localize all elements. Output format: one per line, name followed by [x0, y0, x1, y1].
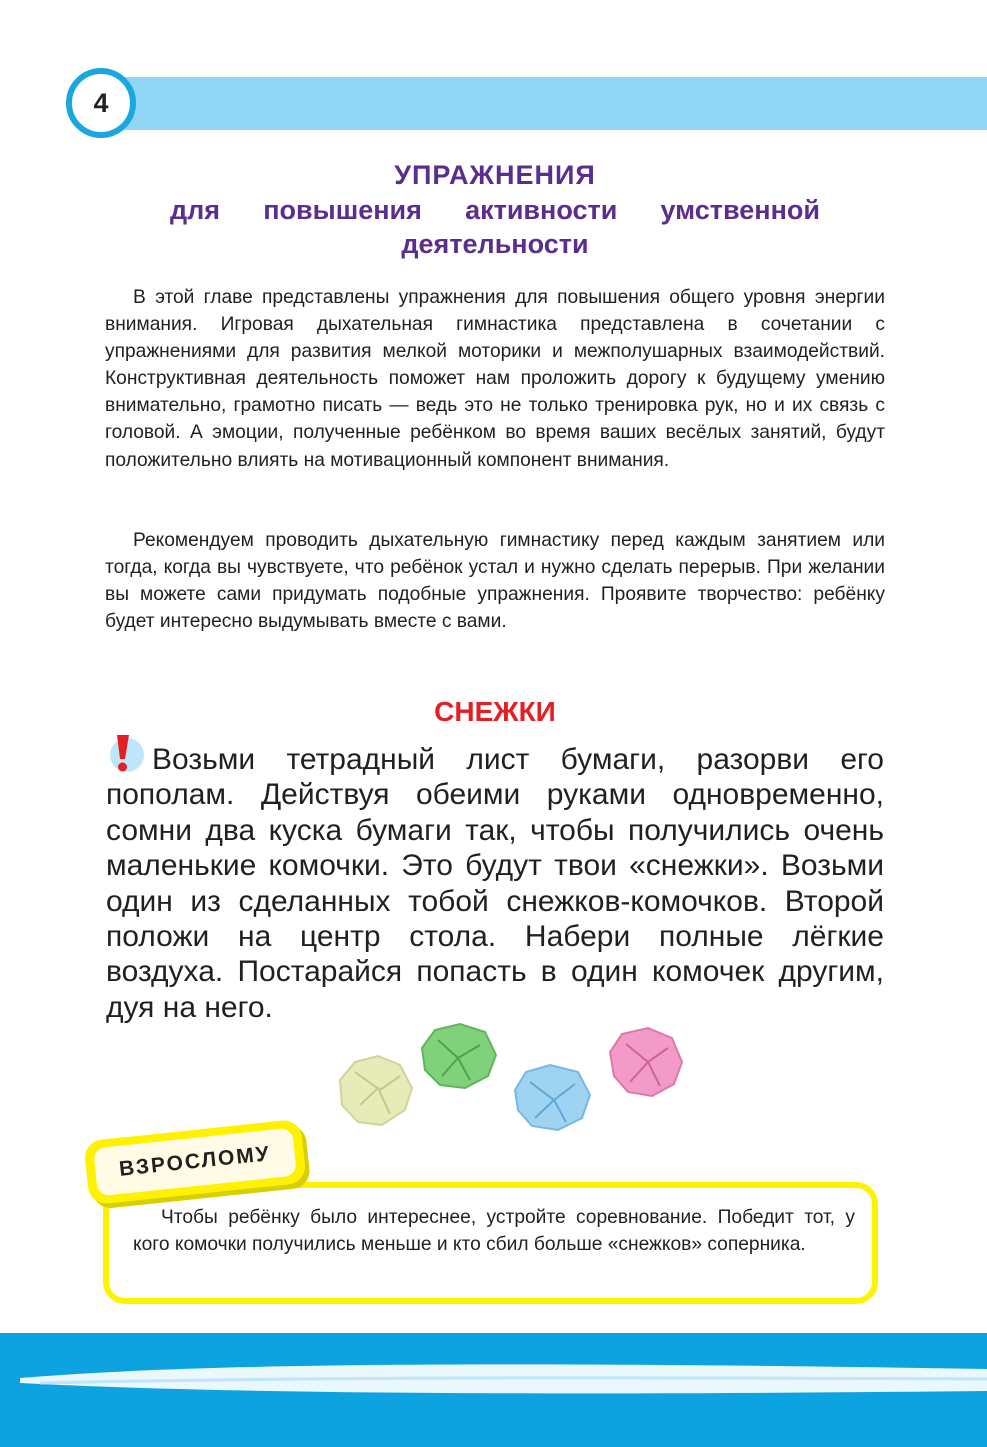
exercise-text: Возьми тетрадный лист бумаги, разорви его пополам. Действуя обеими руками одновременно, сомни два куска бумаги так, чтобы получились очень маленькие комочки. Это будут твои «снежки». Возьми один из сделанных тобой снежков-комочков. Второй положи на центр стола. Набери полные лёгкие воздуха. Постарайся попасть в один комочек другим, дуя на него. — [106, 743, 884, 1024]
paper-balls-image — [330, 1010, 690, 1160]
intro-paragraph-2: Рекомендуем проводить дыхательную гимнастику перед каждым занятием или тогда, когда вы чувствуете, что ребёнок устал и нужно сделать перерыв. При желании вы можете сами придумать подобные упражнения. Проявите творчество: ребёнку будет интересно выдумывать вместе с вами. — [105, 530, 885, 633]
yellow-paper-ball — [340, 1056, 412, 1125]
chapter-subtitle-end: деятельности — [401, 229, 589, 259]
footer-wave — [0, 1333, 987, 1447]
header-band — [100, 77, 987, 130]
page-number: 4 — [66, 68, 136, 138]
adult-note-label-text: ВЗРОСЛОМУ — [93, 1128, 297, 1197]
blue-paper-ball — [515, 1065, 590, 1130]
chapter-title: УПРАЖНЕНИЯ — [394, 160, 596, 190]
intro-paragraph-1: В этой главе представлены упражнения для повышения общего уровня энергии внимания. Игровая дыхательная гимнастика представлена в сочетании с упражнениями для развития мелкой моторики и межполушарных взаимодействий. Конструктивная деятельность поможет нам проложить дорогу к будущему умению внимательно, грамотно писать — ведь это не только тренировка рук, но и их связь с головой. А эмоции, полученные ребёнком во время ваших весёлых занятий, будут положительно влиять на мотивационный компонент внимания. — [105, 287, 885, 471]
adult-note-text: Чтобы ребёнку было интереснее, устройте соревнование. Победит тот, у кого комочки получились меньше и кто сбил больше «снежков» соперника. — [133, 1207, 855, 1256]
chapter-subtitle: для повышения активности умственной — [170, 195, 820, 225]
exercise-title: СНЕЖКИ — [434, 696, 556, 727]
green-paper-ball — [422, 1024, 496, 1088]
pink-paper-ball — [610, 1028, 682, 1096]
